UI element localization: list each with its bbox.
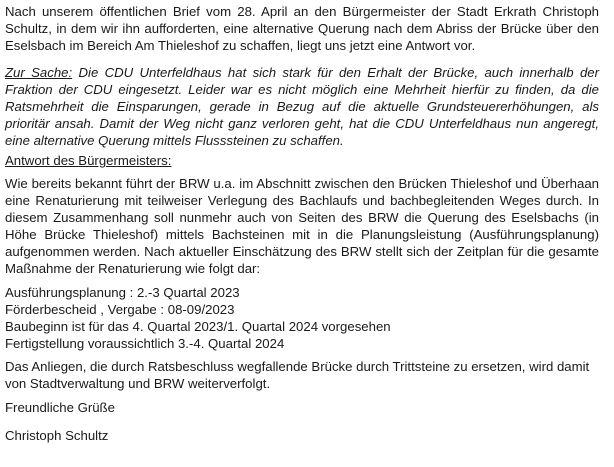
signature-name: Christoph Schultz	[5, 428, 109, 443]
schedule-item: Fertigstellung voraussichtlich 3.-4. Quartal 2024	[5, 336, 285, 351]
sache-label: Zur Sache:	[5, 65, 73, 80]
sache-text: Die CDU Unterfeldhaus hat sich stark für den Erhalt der Brücke, auch innerhalb der Fraktion der CDU eingesetzt. Leider war es nicht möglich eine Mehrheit hierfür zu finden, da die Ratsmehrheit die Einsparungen, gerade in Bezug auf die aktuelle Grundsteuererhöhungen, als prioritär ansah. Damit der Weg nicht ganz verloren geht, hat die CDU Unterfeldhaus nun angeregt, eine alternative Querung mittels Flusssteinen zu schaffen.	[5, 65, 599, 148]
schedule-item: Ausführungsplanung : 2.-3 Quartal 2023	[5, 285, 240, 300]
antwort-paragraph: Wie bereits bekannt führt der BRW u.a. im Abschnitt zwischen den Brücken Thieleshof und Überhaan eine Renaturierung mit teilweiser Verlegung des Bachlaufs und bachbegleitenden Weges durch. In diesem Zusammenhang soll nunmehr auch von Seiten des BRW die Querung des Eselsbachs (in Höhe Brücke Thieleshof) mittels Bachsteinen mit in die Planungsleistung (Ausführungsplanung) aufgenommen werden. Nach aktueller Einschätzung des BRW stellt sich der Zeitplan für die gesamte Maßnahme der Renaturierung wie folgt dar:	[5, 176, 599, 276]
schedule-item: Baubeginn ist für das 4. Quartal 2023/1. Quartal 2024 vorgesehen	[5, 319, 391, 334]
document-body	[0, 3, 604, 467]
anliegen-paragraph: Das Anliegen, die durch Ratsbeschluss wegfallende Brücke durch Trittsteine zu ersetzen, wird damit von Stadtverwaltung und BRW weiterverfolgt.	[5, 359, 590, 391]
sache-paragraph	[5, 64, 599, 149]
intro-paragraph: Nach unserem öffentlichen Brief vom 28. April an den Bürgermeister der Stadt Erkrath Christoph Schultz, in dem wir ihn aufforderten, eine alternative Querung nach dem Abriss der Brücke über den Eselsbach im Bereich Am Thieleshof zu schaffen, liegt uns jetzt eine Antwort vor.	[5, 4, 599, 53]
schedule-item: Förderbescheid , Vergabe : 08-09/2023	[5, 302, 235, 317]
antwort-heading: Antwort des Bürgermeisters:	[5, 153, 172, 168]
closing-greeting: Freundliche Grüße	[5, 400, 115, 415]
schedule-list	[5, 284, 599, 352]
